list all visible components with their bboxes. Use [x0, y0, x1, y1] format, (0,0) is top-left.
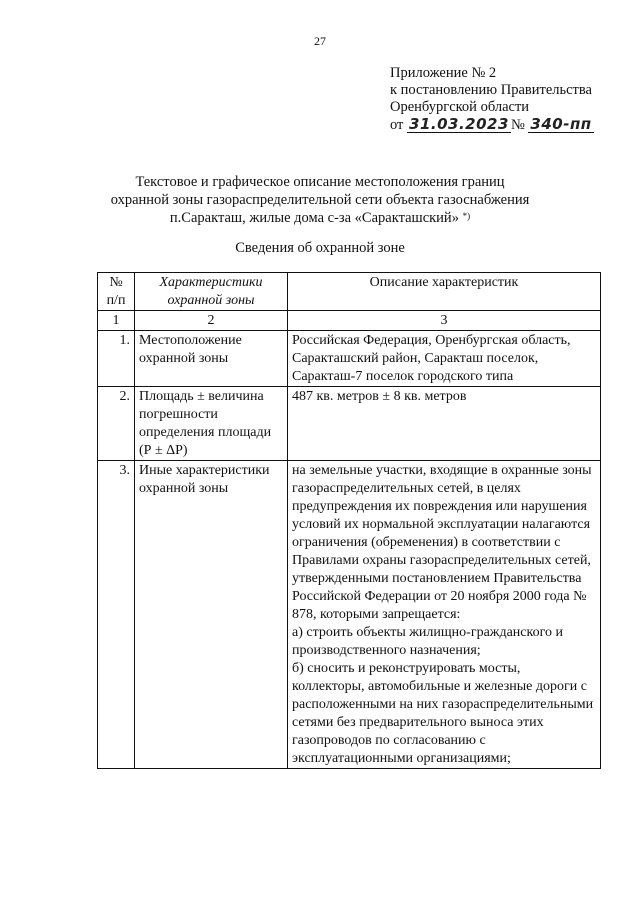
table-column-number-row [98, 311, 601, 331]
row-number: 1. [98, 331, 135, 387]
row-number: 3. [98, 461, 135, 769]
appendix-from-prefix: от [390, 117, 404, 133]
appendix-resolution-line: к постановлению Правительства [390, 82, 592, 98]
page-number: 27 [314, 34, 326, 48]
document-title-line-3 [0, 209, 640, 227]
restriction-item-b: б) сносить и реконструировать мосты, коллекторы, автомобильные и железные дороги с расположенными на них газораспределительными сетями без предварительного выноса этих газопроводов по согласованию с эксплуатационными организациями; [292, 661, 594, 766]
appendix-label: Приложение № 2 [390, 65, 497, 81]
row-description-cell [288, 461, 601, 769]
document-title-location: п.Саракташ, жилые дома с-за «Саракташский» [169, 210, 459, 226]
appendix-number: 340-пп [530, 115, 592, 133]
zone-info-table [97, 272, 601, 769]
table-row [98, 387, 601, 461]
row-description: 487 кв. метров ± 8 кв. метров [288, 387, 601, 461]
table-row [98, 461, 601, 769]
row-characteristic: Местоположение охранной зоны [135, 331, 288, 387]
column-number-2: 2 [135, 311, 288, 331]
row-description: на земельные участки, входящие в охранные зоны газораспределительных сетей, в целях предупреждения их повреждения или нарушения условий их нормальной эксплуатации налагаются ограничения (обременения) в соответствии с Правилами охраны газораспределительных сетей, утвержденными постановлением Правительства Российской Федерации от 20 ноября 2000 года № 878, которыми запрещается: [292, 463, 592, 622]
appendix-number-sign: № [510, 117, 525, 133]
table-row [98, 331, 601, 387]
appendix-date: 31.03.2023 [409, 115, 509, 133]
appendix-region-line: Оренбургской области [390, 99, 530, 115]
header-characteristic: Характеристики охранной зоны [135, 273, 288, 311]
footnote-mark: *) [462, 211, 471, 221]
restriction-item-a: а) строить объекты жилищно-гражданского и производственного назначения; [292, 625, 563, 658]
header-number: № п/п [98, 273, 135, 311]
column-number-1: 1 [98, 311, 135, 331]
document-title-line-1: Текстовое и графическое описание местоположения границ [135, 174, 505, 190]
appendix-date-number-line [390, 117, 594, 134]
row-number: 2. [98, 387, 135, 461]
section-title: Сведения об охранной зоне [235, 240, 405, 256]
column-number-3: 3 [288, 311, 601, 331]
row-characteristic: Иные характеристики охранной зоны [135, 461, 288, 769]
header-description: Описание характеристик [288, 273, 601, 311]
row-description: Российская Федерация, Оренбургская область, Саракташский район, Саракташ поселок, Саракташ-7 поселок городского типа [288, 331, 601, 387]
document-title-line-2: охранной зоны газораспределительной сети объекта газоснабжения [110, 192, 530, 208]
row-characteristic: Площадь ± величина погрешности определения площади (Р ± ΔР) [135, 387, 288, 461]
table-header-row [98, 273, 601, 311]
